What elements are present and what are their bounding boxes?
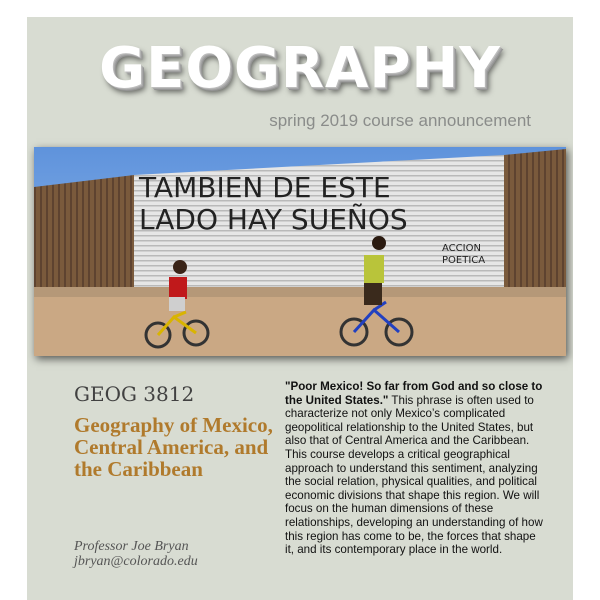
border-wall-photo bbox=[34, 147, 566, 356]
wall-tag-line2: POETICA bbox=[442, 255, 486, 266]
wall-tag-line1: ACCION bbox=[442, 243, 481, 254]
banner-subtitle: spring 2019 course announcement bbox=[269, 111, 531, 130]
instructor-info bbox=[74, 539, 198, 569]
description-quote: "Poor Mexico! So far from God and so close to the United States." bbox=[285, 380, 543, 407]
course-title: Geography of Mexico, Central America, and the Caribbean bbox=[74, 413, 273, 481]
professor-email[interactable]: jbryan@colorado.edu bbox=[74, 554, 198, 569]
course-description bbox=[285, 380, 547, 557]
flyer-page bbox=[27, 17, 573, 600]
wall-graffiti-line1: TAMBIEN DE ESTE bbox=[139, 171, 391, 204]
banner-title: GEOGRAPHY bbox=[99, 36, 501, 101]
professor-name: Professor Joe Bryan bbox=[74, 539, 189, 554]
course-code: GEOG 3812 bbox=[74, 382, 195, 406]
wall-graffiti-line2: LADO HAY SUEÑOS bbox=[139, 203, 408, 236]
course-heading bbox=[74, 382, 274, 480]
description-body: This phrase is often used to characterize not only Mexico’s complicated geopolitical relationship to the United States, but also that of Central America and the Caribbean. This course develops a critical geographical approach to understand this sentiment, analyzing the social relation, physical qualities, and political economic divisions that shape this region. We will focus on the human dimensions of these relationships, developing an understanding of how this region has come to be, the forces that shape it, and its contemporary place in the world. bbox=[285, 393, 543, 557]
